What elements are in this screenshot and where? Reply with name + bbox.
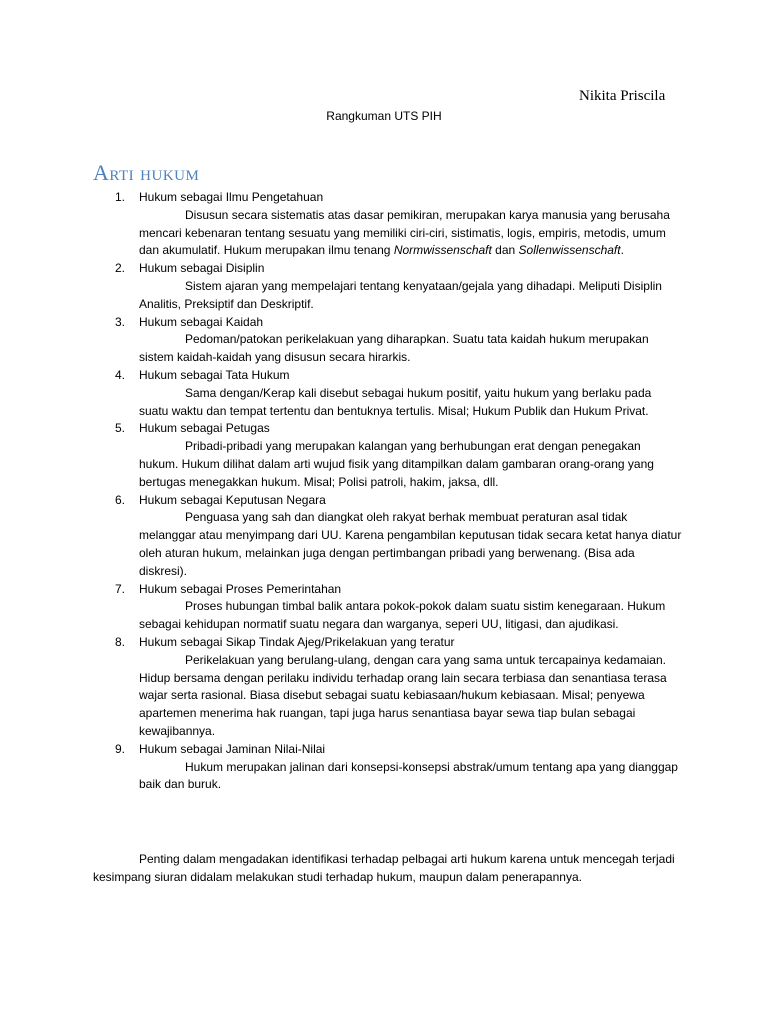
item-number: 6. [115, 492, 126, 507]
list-item [93, 260, 683, 313]
section-heading: Arti hukum [93, 160, 200, 185]
item-body [139, 207, 683, 260]
item-body: Hukum merupakan jalinan dari konsepsi-konsepsi abstrak/umum tentang apa yang dianggap baik dan buruk. [139, 759, 678, 792]
item-heading: Hukum sebagai Petugas [139, 421, 270, 436]
item-number: 9. [115, 741, 126, 756]
item-number: 7. [115, 581, 126, 596]
closing-paragraph: Penting dalam mengadakan identifikasi terhadap pelbagai arti hukum karena untuk mencegah terjadi kesimpang siuran didalam melakukan studi terhadap hukum, maupun dalam penerapannya. [93, 852, 675, 884]
item-body: Pribadi-pribadi yang merupakan kalangan yang berhubungan erat dengan penegakan hukum. Hukum dilihat dalam arti wujud fisik yang ditampilkan dalam gambaran orang-orang yang bertugas menegakkan hukum. Misal; Polisi patroli, hakim, jaksa, dll. [139, 439, 654, 489]
item-term-1: Normwissenschaft [393, 243, 492, 258]
item-body-end: . [620, 243, 624, 258]
list-item [93, 492, 683, 581]
item-number: 8. [115, 634, 126, 649]
item-body: Perikelakuan yang berulang-ulang, dengan cara yang sama untuk tercapainya kedamaian. Hidup bersama dengan perilaku individu terhadap orang lain secara terbiasa dan senantiasa terasa wajar serta rasional. Biasa disebut sebagai suatu kebiasaan/hukum kebiasaan. Misal; penyewa apartemen menerima hak ruangan, tapi juga harus senantiasa bayar sewa tiap bulan sebagai kewajibannya. [139, 652, 667, 738]
item-number: 2. [115, 261, 126, 276]
item-body: Sama dengan/Kerap kali disebut sebagai hukum positif, yaitu hukum yang berlaku pada suatu waktu dan tempat tertentu dan bentuknya tertulis. Misal; Hukum Publik dan Hukum Privat. [139, 385, 652, 418]
item-heading: Hukum sebagai Keputusan Negara [139, 492, 326, 507]
author-name: Nikita Priscila [579, 88, 666, 104]
document-subtitle: Rangkuman UTS PIH [326, 109, 442, 123]
item-heading: Hukum sebagai Jaminan Nilai-Nilai [139, 741, 326, 756]
item-heading: Hukum sebagai Disiplin [139, 261, 265, 276]
item-body-text: Disusun secara sistematis atas dasar pemikiran, merupakan karya manusia yang berusaha mencari kebenaran tentang sesuatu yang memiliki ciri-ciri, sistimatis, logis, empiris, metodis, umum dan akumulatif. Hukum merupakan ilmu tenang [139, 207, 670, 258]
item-number: 4. [115, 367, 126, 382]
item-heading: Hukum sebagai Tata Hukum [139, 367, 290, 382]
item-heading: Hukum sebagai Sikap Tindak Ajeg/Prikelakuan yang teratur [139, 634, 455, 649]
list-item [93, 420, 683, 491]
item-body: Proses hubungan timbal balik antara pokok-pokok dalam suatu sistim kenegaraan. Hukum sebagai kehidupan normatif suatu negara dan warganya, seperi UU, litigasi, dan ajudikasi. [139, 599, 666, 632]
definition-list [93, 189, 683, 794]
list-item [93, 741, 683, 794]
item-number: 3. [115, 314, 126, 329]
list-item [93, 314, 683, 367]
item-body: Sistem ajaran yang mempelajari tentang kenyataan/gejala yang dihadapi. Meliputi Disiplin Analitis, Preksiptif dan Deskriptif. [139, 278, 662, 311]
list-item [93, 367, 683, 420]
item-body: Penguasa yang sah dan diangkat oleh rakyat berhak membuat peraturan asal tidak melanggar atau menyimpang dari UU. Karena pengambilan keputusan tidak secara ketat hanya diatur oleh aturan hukum, melainkan juga dengan pertimbangan pribadi yang berwenang. (Bisa ada diskresi). [139, 510, 682, 578]
item-number: 5. [115, 421, 126, 436]
item-heading: Hukum sebagai Ilmu Pengetahuan [139, 190, 324, 204]
list-item [93, 581, 683, 634]
item-body: Pedoman/patokan perikelakuan yang diharapkan. Suatu tata kaidah hukum merupakan sistem kaidah-kaidah yang disusun secara hirarkis. [139, 332, 649, 365]
list-item [93, 634, 683, 741]
item-term-2: Sollenwissenschaft [518, 243, 621, 258]
item-number: 1. [115, 190, 126, 204]
list-item [93, 189, 683, 260]
item-heading: Hukum sebagai Proses Pemerintahan [139, 581, 342, 596]
item-heading: Hukum sebagai Kaidah [139, 314, 264, 329]
item-body-conj: dan [491, 243, 519, 258]
